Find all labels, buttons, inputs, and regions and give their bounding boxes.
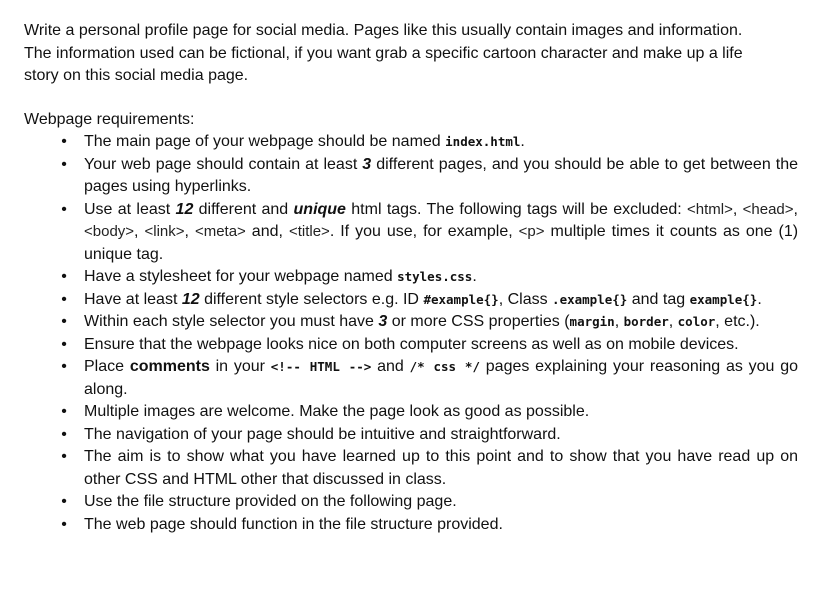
bullet-icon: • [61,425,67,443]
intro-paragraph [24,20,798,88]
intro-line-1: Write a personal profile page for social media. Pages like this usually contain images and information. [24,22,743,39]
requirement-item: • The aim is to show what you have learned up to this point and to show that you have read up on other CSS and HTML other that discussed in class. [84,446,798,491]
requirement-item: • Within each style selector you must have 3 or more CSS properties (margin, border, color, etc.). [84,311,798,334]
requirement-item: • Place comments in your <!-- HTML --> and /* css */ pages explaining your reasoning as you go along. [84,356,798,401]
requirement-item: • The web page should function in the file structure provided. [84,514,798,537]
requirement-item: • Your web page should contain at least 3 different pages, and you should be able to get between the pages using hyperlinks. [84,154,798,199]
bullet-icon: • [61,358,67,375]
requirement-item: • Ensure that the webpage looks nice on both computer screens as well as on mobile devices. [84,334,798,357]
bullet-icon: • [61,133,67,150]
bullet-icon: • [61,335,67,353]
requirement-item: • Use the file structure provided on the following page. [84,491,798,514]
requirement-item: • Have a stylesheet for your webpage named styles.css. [84,266,798,289]
requirements-list [24,131,798,536]
requirements-heading: Webpage requirements: [24,110,195,128]
intro-line-2: The information used can be fictional, if you want grab a specific cartoon character and make up a life [24,44,743,62]
requirement-item: • The navigation of your page should be intuitive and straightforward. [84,424,798,447]
intro-line-3: story on this social media page. [24,67,249,84]
bullet-icon: • [61,155,67,173]
bullet-icon: • [61,515,67,533]
bullet-icon: • [61,268,67,285]
bullet-icon: • [61,493,67,510]
bullet-icon: • [61,448,67,465]
bullet-icon: • [61,290,67,308]
requirement-item: • Use at least 12 different and unique html tags. The following tags will be excluded: <html>, <head>, <body>, <link>, <meta> and, <title>. If you use, for example, <p> multiple times it counts as one (1) unique tag. [84,199,798,267]
requirement-item: • The main page of your webpage should be named index.html. [84,131,798,154]
requirement-item: • Multiple images are welcome. Make the page look as good as possible. [84,401,798,424]
bullet-icon: • [61,403,67,420]
requirement-item: • Have at least 12 different style selectors e.g. ID #example{}, Class .example{} and tag example{}. [84,289,798,312]
bullet-icon: • [61,200,67,218]
bullet-icon: • [61,313,67,330]
